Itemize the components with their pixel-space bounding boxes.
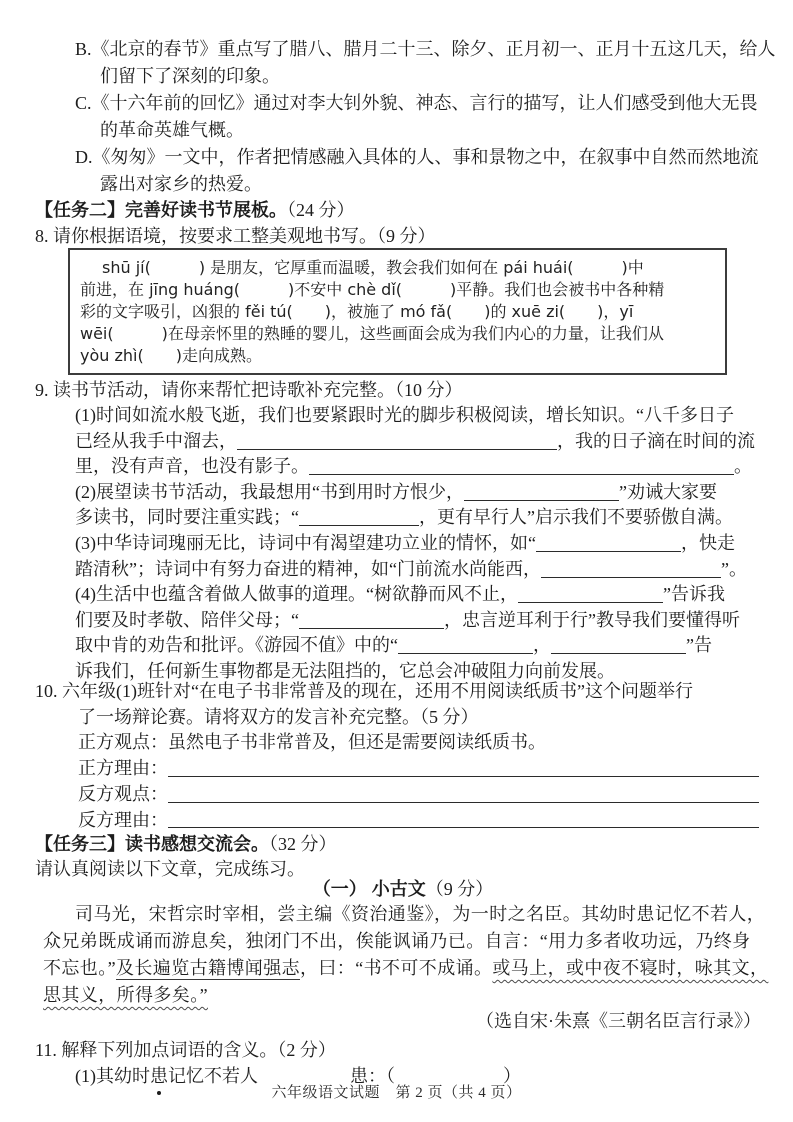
q9-line4-text2: ”劝诫大家要 [618,481,717,502]
q9-line11: 诉我们，任何新生事物都是无法阻挡的，它总会冲破阻力向前发展。 [75,660,615,681]
q11-item1-text2: 记忆不若人 [168,1066,258,1086]
q9-line7-text1: 踏清秋”；诗词中有努力奋进的精神，如“门前流水尚能西， [75,558,541,579]
q8-writing-box-wrap [35,248,771,375]
q9-line8 [35,582,771,608]
passage-source: （选自宋·朱熹《三朝名臣言行录》） [476,1011,761,1031]
task3-intro: 请认真阅读以下文章，完成练习。 [35,859,305,879]
q10-pro-reason-label: 正方理由： [78,758,168,779]
q9-line3-text2: 。 [734,456,752,477]
q11-item1-text1: (1)其幼时 [75,1066,150,1086]
passage-line3-text1: 不忘也。” [43,958,116,978]
reading1-heading-wrap [35,876,771,903]
option-b-line2: 们留下了深刻的印象。 [100,66,280,86]
q11-answer-label: 患：（ [350,1066,395,1086]
answer-line [168,827,759,828]
box-line-4: wēi( )在母亲怀里的熟睡的婴儿，这些画面会成为我们内心的力量，让我们从 [80,324,664,343]
passage-line1: 司马光，宋哲宗时宰相，尝主编《资治通鉴》，为一时之名臣。其幼时患记忆不若人， [75,904,766,924]
passage-source-wrap [35,1008,771,1035]
reading1-passage [35,901,771,1009]
q9-line3 [35,454,771,480]
q8-title: 8. 请你根据语境，按要求工整美观地书写。（9 分） [35,226,436,246]
question-8 [35,223,771,250]
task3-score: （32 分） [269,834,337,854]
option-d-line1: D.《匆匆》一文中，作者把情感融入具体的人、事和景物之中，在叙事中自然而然地流 [75,147,759,167]
task3-title: 【任务三】读书感想交流会。 [35,834,269,854]
question-9-body [35,403,771,685]
passage-underlined-phrase: 及长遍览古籍博闻强志 [116,958,300,978]
answer-line [168,776,759,777]
q10-con-view-row [35,782,771,808]
q9-line6-text2: ，快走 [680,532,735,553]
q11-answer-close: ） [503,1066,521,1086]
q10-line1: 10. 六年级(1)班针对“在电子书非常普及的现在，还用不用阅读纸质书”这个问题举行 [35,681,693,701]
passage-wavy-phrase-1: 或马上，或中夜不寝时，咏其文， [492,958,769,978]
q9-line1: (1)时间如流水般飞逝，我们也要紧跟时光的脚步积极阅读，增长知识。“八千多日子 [75,405,734,425]
q9-line9-text2: ，忠言逆耳利于行”教导我们要懂得听 [444,609,740,630]
q9-line8-text1: (4)生活中也蕴含着做人做事的道理。“树欲静而风不止， [75,584,518,605]
q10-pro-view: 正方观点：虽然电子书非常普及，但还是需要阅读纸质书。 [78,732,546,753]
reading1-heading: （一） 小古文 [312,879,426,899]
passage-line3-text2: ，曰：“书不可不成诵。 [300,958,493,978]
q9-line10-text1: 取中肯的劝告和批评。《游园不值》中的“ [75,635,398,656]
answer-blank [237,435,557,450]
answer-blank [518,588,663,603]
option-c-line2: 的革命英雄气概。 [100,120,244,140]
q10-con-reason-label: 反方理由： [78,809,168,830]
q11-dotted-word: 患 [150,1063,168,1090]
passage-line2: 众兄弟既成诵而游息矣，独闭门不出，俟能讽诵乃已。自言：“用力多者收功远，乃终身 [43,931,751,951]
option-d-line2: 露出对家乡的热爱。 [100,174,262,194]
answer-blank [299,614,444,629]
q9-line2 [35,429,771,455]
q9-line7-text2: ”。 [720,558,747,579]
box-line-5: yòu zhì( )走向成熟。 [80,346,262,365]
task3-header [35,831,771,858]
q9-line6-text1: (3)中华诗词瑰丽无比，诗词中有渴望建功立业的情怀，如“ [75,532,536,553]
task2-title: 【任务二】完善好读书节展板。 [35,200,287,220]
answer-line [168,802,759,803]
q9-line3-text1: 里，没有声音，也没有影子。 [75,456,309,477]
q9-line5 [35,505,771,531]
answer-blank [541,563,721,578]
hanzi-practice-box [68,248,727,375]
option-b-line1: B.《北京的春节》重点写了腊八、腊月二十三、除夕、正月初一、正月十五这几天，给人 [75,39,776,59]
task2-score: （24 分） [287,200,355,220]
question-11-title-wrap [35,1037,771,1064]
q9-line10-text3: ”告 [686,635,712,656]
answer-blank [464,486,619,501]
q10-pro-reason-row [35,756,771,782]
option-c-line1: C.《十六年前的回忆》通过对李大钊外貌、神态、言行的描写，让人们感受到他大无畏 [75,93,758,113]
answer-blank [398,639,533,654]
box-line-2: 前进，在 jīng huáng( )不安中 chè dǐ( )平静。我们也会被书中各种精 [80,280,665,299]
q9-line6 [35,531,771,557]
answer-blank [309,460,734,475]
page-footer: 六年级语文试题 第 2 页（共 4 页） [271,1085,522,1101]
task2-header [35,197,771,224]
q9-title: 9. 读书节活动，请你来帮忙把诗歌补充完整。（10 分） [35,380,463,400]
answer-blank [299,511,419,526]
answer-blank [536,537,681,552]
q10-con-view-label: 反方观点： [78,783,168,804]
reading1-heading-score: （9 分） [425,879,494,899]
q9-line5-text2: ，更有早行人”启示我们不要骄傲自满。 [419,507,733,528]
box-line-3: 彩的文字吸引，凶狠的 fěi tú( )，被施了 mó fǎ( )的 xuē zi( )，yī [80,302,634,321]
box-line-1: shū jí( ) 是朋友，它厚重而温暖，教会我们如何在 pái huái( )中 [102,258,644,277]
q9-line5-text1: 多读书，同时要注重实践；“ [75,507,299,528]
q9-line4 [35,480,771,506]
q9-line9 [35,608,771,634]
q9-line2-text1: 已经从我手中溜去， [75,430,237,451]
q9-line10 [35,633,771,659]
passage-line4 [43,982,771,1009]
q9-line7 [35,557,771,583]
q10-line2: 了一场辩论赛。请将双方的发言补充完整。（5 分） [78,706,479,727]
passage-line3 [43,955,771,982]
answer-blank [551,639,686,654]
q11-title: 11. 解释下列加点词语的含义。（2 分） [35,1040,336,1060]
passage-wavy-phrase-2: 思其义，所得多矣。” [43,985,208,1005]
question-10 [35,679,771,833]
q9-line9-text1: 们要及时孝敬、陪伴父母；“ [75,609,299,630]
q9-line4-text1: (2)展望读书节活动，我最想用“书到用时方恨少， [75,481,464,502]
question-9-title-wrap [35,377,771,404]
q9-line10-text2: ， [533,635,551,656]
q10-con-reason-row [35,808,771,834]
options-block [35,36,776,198]
q9-line8-text2: ”告诉我 [662,584,725,605]
q9-line2-text2: ，我的日子滴在时间的流 [557,430,755,451]
